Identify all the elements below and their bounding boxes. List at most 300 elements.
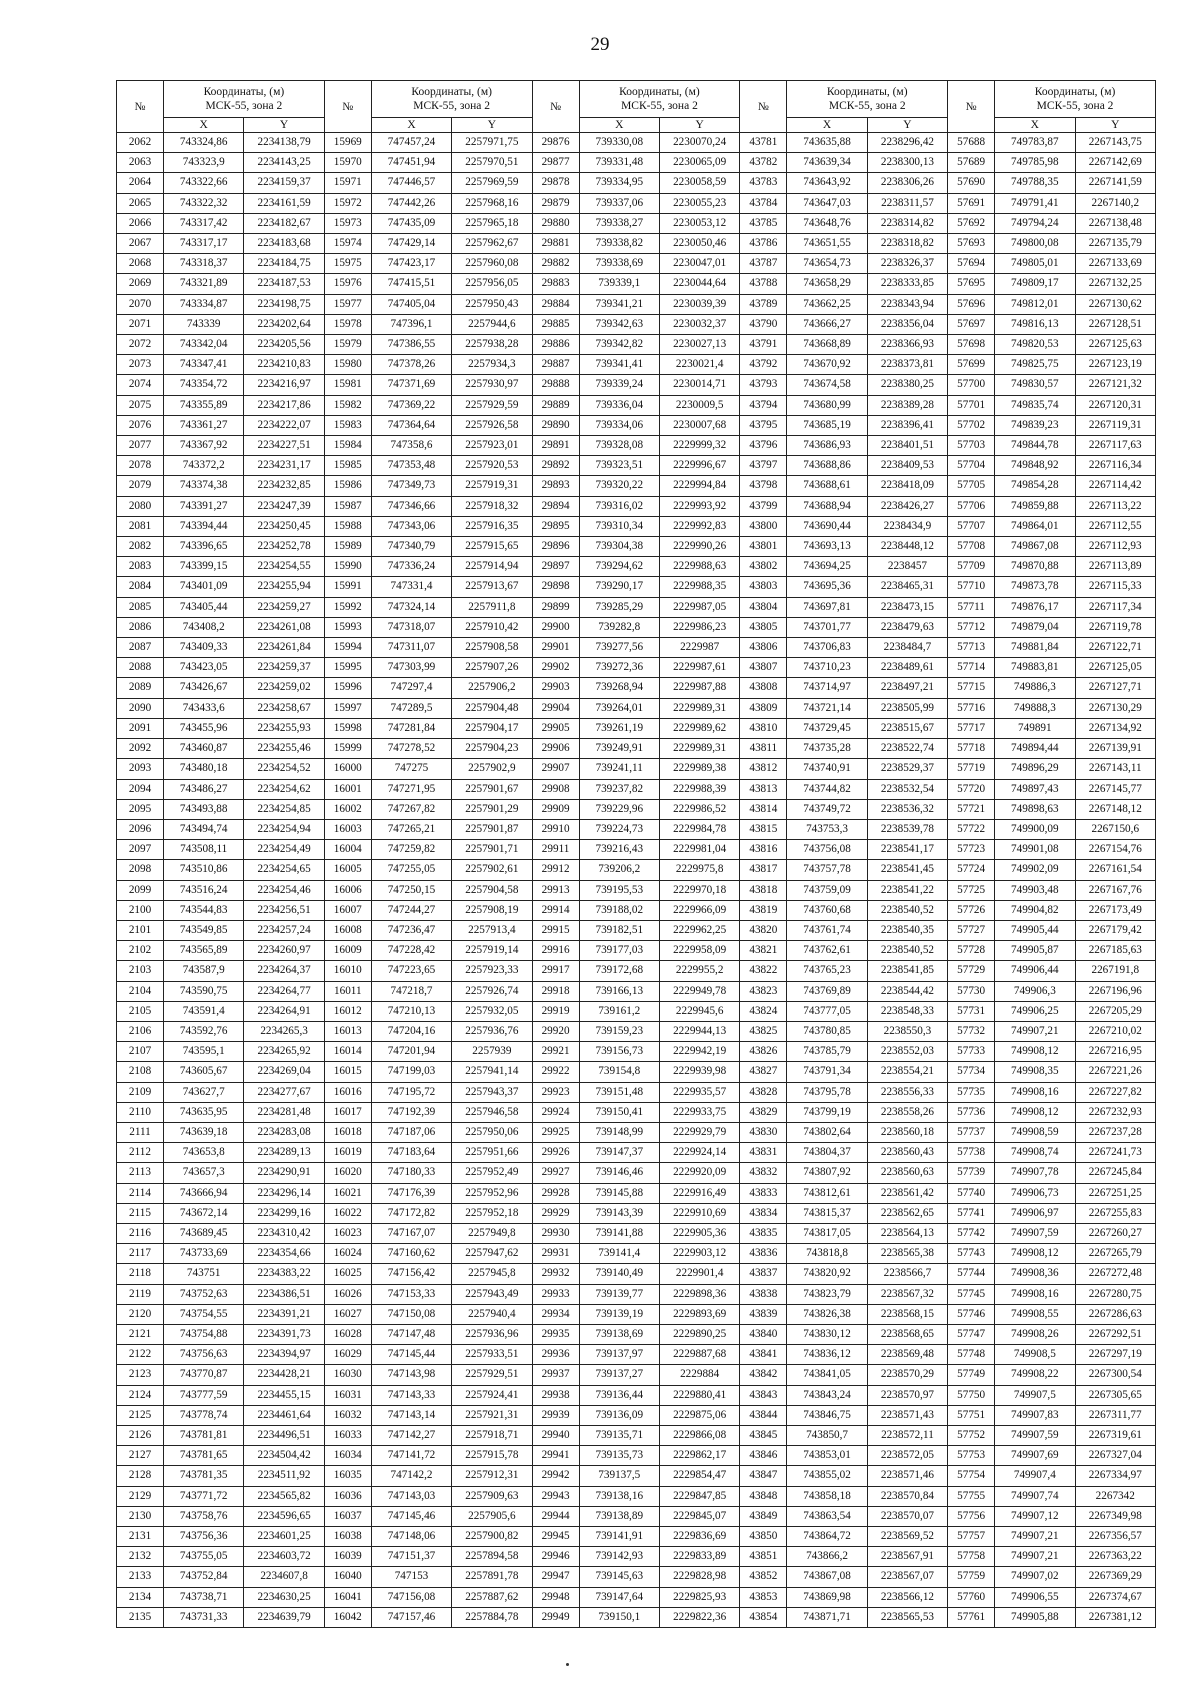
point-number: 29928 <box>532 1183 579 1203</box>
point-number: 16019 <box>324 1143 371 1163</box>
x-coordinate: 739177,03 <box>579 941 659 961</box>
point-number: 57726 <box>948 900 995 920</box>
point-number: 43798 <box>740 476 787 496</box>
table-row <box>117 840 1156 860</box>
y-coordinate: 2229945,6 <box>659 1001 739 1021</box>
point-number: 29930 <box>532 1223 579 1243</box>
x-coordinate: 739277,56 <box>579 638 659 658</box>
y-coordinate: 2229884 <box>659 1365 739 1385</box>
y-coordinate: 2267265,79 <box>1075 1244 1155 1264</box>
point-number: 57704 <box>948 456 995 476</box>
y-coordinate: 2257920,53 <box>452 456 532 476</box>
y-coordinate: 2257970,51 <box>452 153 532 173</box>
point-number: 29921 <box>532 1042 579 1062</box>
x-coordinate: 747318,07 <box>371 617 451 637</box>
y-coordinate: 2267150,6 <box>1075 819 1155 839</box>
point-number: 16028 <box>324 1324 371 1344</box>
x-coordinate: 743733,69 <box>164 1244 244 1264</box>
x-coordinate: 739138,16 <box>579 1486 659 1506</box>
y-coordinate: 2257943,49 <box>452 1284 532 1304</box>
y-coordinate: 2257901,71 <box>452 840 532 860</box>
point-number: 2122 <box>117 1345 164 1365</box>
table-row <box>117 1223 1156 1243</box>
point-number: 57707 <box>948 516 995 536</box>
x-coordinate: 743695,36 <box>787 577 867 597</box>
y-coordinate: 2229893,69 <box>659 1304 739 1324</box>
y-coordinate: 2238550,3 <box>867 1021 947 1041</box>
y-coordinate: 2267139,91 <box>1075 739 1155 759</box>
table-row <box>117 1466 1156 1486</box>
y-coordinate: 2238541,45 <box>867 860 947 880</box>
point-number: 16002 <box>324 799 371 819</box>
x-coordinate: 747353,48 <box>371 456 451 476</box>
x-coordinate: 749906,25 <box>995 1001 1075 1021</box>
point-number: 2087 <box>117 638 164 658</box>
x-coordinate: 747143,33 <box>371 1385 451 1405</box>
y-coordinate: 2234596,65 <box>244 1506 324 1526</box>
y-coordinate: 2257929,59 <box>452 395 532 415</box>
point-number: 43818 <box>740 880 787 900</box>
table-row <box>117 1284 1156 1304</box>
point-number: 15974 <box>324 234 371 254</box>
y-coordinate: 2234383,22 <box>244 1264 324 1284</box>
point-number: 16023 <box>324 1223 371 1243</box>
y-coordinate: 2230065,09 <box>659 153 739 173</box>
point-number: 15972 <box>324 193 371 213</box>
y-coordinate: 2238373,81 <box>867 355 947 375</box>
x-coordinate: 749876,17 <box>995 597 1075 617</box>
x-coordinate: 749901,08 <box>995 840 1075 860</box>
x-coordinate: 743361,27 <box>164 415 244 435</box>
y-coordinate: 2238560,43 <box>867 1143 947 1163</box>
point-number: 57699 <box>948 355 995 375</box>
x-coordinate: 739241,11 <box>579 759 659 779</box>
x-coordinate: 743756,36 <box>164 1527 244 1547</box>
point-number: 2083 <box>117 557 164 577</box>
y-coordinate: 2267112,93 <box>1075 537 1155 557</box>
table-row <box>117 1426 1156 1446</box>
point-number: 43822 <box>740 961 787 981</box>
point-number: 57734 <box>948 1062 995 1082</box>
point-number: 2080 <box>117 496 164 516</box>
point-number: 15994 <box>324 638 371 658</box>
y-coordinate: 2267130,29 <box>1075 698 1155 718</box>
y-coordinate: 2238570,97 <box>867 1385 947 1405</box>
y-coordinate: 2238539,78 <box>867 819 947 839</box>
x-coordinate: 743654,73 <box>787 254 867 274</box>
x-coordinate: 743409,33 <box>164 638 244 658</box>
y-coordinate: 2234143,25 <box>244 153 324 173</box>
y-coordinate: 2229989,31 <box>659 739 739 759</box>
x-coordinate: 747364,64 <box>371 415 451 435</box>
y-coordinate: 2267117,63 <box>1075 436 1155 456</box>
point-number: 29929 <box>532 1203 579 1223</box>
point-number: 57743 <box>948 1244 995 1264</box>
x-coordinate: 749907,83 <box>995 1405 1075 1425</box>
table-row <box>117 193 1156 213</box>
y-coordinate: 2234281,48 <box>244 1102 324 1122</box>
table-row <box>117 819 1156 839</box>
table-row <box>117 981 1156 1001</box>
point-number: 43830 <box>740 1122 787 1142</box>
x-coordinate: 749906,44 <box>995 961 1075 981</box>
y-coordinate: 2234217,86 <box>244 395 324 415</box>
table-body <box>117 133 1156 1628</box>
x-coordinate: 739141,88 <box>579 1223 659 1243</box>
point-number: 16020 <box>324 1163 371 1183</box>
y-coordinate: 2267154,76 <box>1075 840 1155 860</box>
point-number: 15995 <box>324 658 371 678</box>
x-coordinate: 739166,13 <box>579 981 659 1001</box>
y-coordinate: 2234299,16 <box>244 1203 324 1223</box>
x-coordinate: 749896,29 <box>995 759 1075 779</box>
x-coordinate: 747157,46 <box>371 1607 451 1627</box>
x-coordinate: 747244,27 <box>371 900 451 920</box>
y-coordinate: 2229984,78 <box>659 819 739 839</box>
y-coordinate: 2234496,51 <box>244 1426 324 1446</box>
y-coordinate: 2238562,65 <box>867 1203 947 1223</box>
point-number: 29915 <box>532 920 579 940</box>
y-coordinate: 2257950,06 <box>452 1122 532 1142</box>
x-coordinate: 739224,73 <box>579 819 659 839</box>
y-coordinate: 2267125,63 <box>1075 335 1155 355</box>
y-coordinate: 2234231,17 <box>244 456 324 476</box>
y-coordinate: 2257933,51 <box>452 1345 532 1365</box>
point-number: 57710 <box>948 577 995 597</box>
y-coordinate: 2229994,84 <box>659 476 739 496</box>
y-coordinate: 2230050,46 <box>659 234 739 254</box>
x-coordinate: 749906,55 <box>995 1587 1075 1607</box>
y-coordinate: 2267125,05 <box>1075 658 1155 678</box>
y-coordinate: 2267173,49 <box>1075 900 1155 920</box>
y-coordinate: 2234254,94 <box>244 819 324 839</box>
x-coordinate: 743324,86 <box>164 133 244 153</box>
y-coordinate: 2257924,41 <box>452 1385 532 1405</box>
x-coordinate: 739339,24 <box>579 375 659 395</box>
point-number: 43790 <box>740 314 787 334</box>
x-coordinate: 739145,88 <box>579 1183 659 1203</box>
x-coordinate: 743836,12 <box>787 1345 867 1365</box>
y-coordinate: 2234265,92 <box>244 1042 324 1062</box>
point-number: 43792 <box>740 355 787 375</box>
point-number: 43841 <box>740 1345 787 1365</box>
point-number: 2127 <box>117 1446 164 1466</box>
point-number: 43811 <box>740 739 787 759</box>
x-coordinate: 749907,74 <box>995 1486 1075 1506</box>
point-number: 43832 <box>740 1163 787 1183</box>
point-number: 43825 <box>740 1021 787 1041</box>
y-coordinate: 2234210,83 <box>244 355 324 375</box>
point-number: 43813 <box>740 779 787 799</box>
point-number: 29911 <box>532 840 579 860</box>
point-number: 43800 <box>740 516 787 536</box>
y-coordinate: 2229949,78 <box>659 981 739 1001</box>
y-coordinate: 2267132,25 <box>1075 274 1155 294</box>
x-coordinate: 749859,88 <box>995 496 1075 516</box>
x-coordinate: 747156,42 <box>371 1264 451 1284</box>
y-coordinate: 2267116,34 <box>1075 456 1155 476</box>
x-coordinate: 743480,18 <box>164 759 244 779</box>
point-number: 57700 <box>948 375 995 395</box>
point-number: 43850 <box>740 1527 787 1547</box>
y-header: Y <box>1075 118 1155 133</box>
point-number: 2115 <box>117 1203 164 1223</box>
y-coordinate: 2234202,64 <box>244 314 324 334</box>
x-coordinate: 747303,99 <box>371 658 451 678</box>
point-number: 2089 <box>117 678 164 698</box>
y-coordinate: 2267130,62 <box>1075 294 1155 314</box>
x-coordinate: 747204,16 <box>371 1021 451 1041</box>
point-number: 16001 <box>324 779 371 799</box>
point-number: 2099 <box>117 880 164 900</box>
point-number: 2108 <box>117 1062 164 1082</box>
y-coordinate: 2238570,84 <box>867 1486 947 1506</box>
point-number: 43849 <box>740 1506 787 1526</box>
point-number: 29918 <box>532 981 579 1001</box>
x-coordinate: 747142,27 <box>371 1426 451 1446</box>
point-number: 57735 <box>948 1082 995 1102</box>
table-row <box>117 1021 1156 1041</box>
point-number: 2121 <box>117 1324 164 1344</box>
y-coordinate: 2238565,38 <box>867 1244 947 1264</box>
x-coordinate: 743662,25 <box>787 294 867 314</box>
point-number: 57747 <box>948 1324 995 1344</box>
y-coordinate: 2257901,87 <box>452 819 532 839</box>
point-number: 29896 <box>532 537 579 557</box>
point-number: 57720 <box>948 779 995 799</box>
point-number: 57740 <box>948 1183 995 1203</box>
x-coordinate: 749900,09 <box>995 819 1075 839</box>
point-number: 29878 <box>532 173 579 193</box>
point-number: 2114 <box>117 1183 164 1203</box>
x-coordinate: 743867,08 <box>787 1567 867 1587</box>
y-coordinate: 2267319,61 <box>1075 1426 1155 1446</box>
y-coordinate: 2238564,13 <box>867 1223 947 1243</box>
y-coordinate: 2267140,2 <box>1075 193 1155 213</box>
x-coordinate: 747223,65 <box>371 961 451 981</box>
x-coordinate: 743869,98 <box>787 1587 867 1607</box>
y-coordinate: 2238418,09 <box>867 476 947 496</box>
point-number: 2082 <box>117 537 164 557</box>
y-coordinate: 2267119,31 <box>1075 415 1155 435</box>
y-coordinate: 2234511,92 <box>244 1466 324 1486</box>
point-number: 43795 <box>740 415 787 435</box>
y-coordinate: 2267143,75 <box>1075 133 1155 153</box>
x-coordinate: 743858,18 <box>787 1486 867 1506</box>
point-number: 29901 <box>532 638 579 658</box>
point-number: 57759 <box>948 1567 995 1587</box>
x-coordinate: 747236,47 <box>371 920 451 940</box>
y-coordinate: 2257926,58 <box>452 415 532 435</box>
y-coordinate: 2267311,77 <box>1075 1405 1155 1425</box>
point-number: 16026 <box>324 1284 371 1304</box>
y-coordinate: 2257912,31 <box>452 1466 532 1486</box>
y-coordinate: 2238532,54 <box>867 779 947 799</box>
point-number: 29916 <box>532 941 579 961</box>
x-coordinate: 747369,22 <box>371 395 451 415</box>
stray-dot-mark <box>566 1663 569 1666</box>
point-number: 2095 <box>117 799 164 819</box>
y-coordinate: 2257923,33 <box>452 961 532 981</box>
y-coordinate: 2238567,91 <box>867 1547 947 1567</box>
point-number: 2086 <box>117 617 164 637</box>
point-number: 29923 <box>532 1082 579 1102</box>
point-number: 57713 <box>948 638 995 658</box>
point-number: 15982 <box>324 395 371 415</box>
y-coordinate: 2234603,72 <box>244 1547 324 1567</box>
y-coordinate: 2238536,32 <box>867 799 947 819</box>
x-coordinate: 739140,49 <box>579 1264 659 1284</box>
point-number: 2081 <box>117 516 164 536</box>
point-number: 29935 <box>532 1324 579 1344</box>
point-number: 2075 <box>117 395 164 415</box>
x-coordinate: 739138,69 <box>579 1324 659 1344</box>
x-coordinate: 747267,82 <box>371 799 451 819</box>
table-row <box>117 456 1156 476</box>
x-coordinate: 747255,05 <box>371 860 451 880</box>
y-coordinate: 2257923,01 <box>452 436 532 456</box>
x-coordinate: 747340,79 <box>371 537 451 557</box>
point-number: 2109 <box>117 1082 164 1102</box>
point-number: 29889 <box>532 395 579 415</box>
x-coordinate: 747289,5 <box>371 698 451 718</box>
table-header <box>117 81 1156 133</box>
y-coordinate: 2257962,67 <box>452 234 532 254</box>
point-number: 29919 <box>532 1001 579 1021</box>
x-coordinate: 739151,48 <box>579 1082 659 1102</box>
point-number: 29893 <box>532 476 579 496</box>
table-row <box>117 799 1156 819</box>
x-coordinate: 749908,35 <box>995 1062 1075 1082</box>
point-number: 2074 <box>117 375 164 395</box>
y-coordinate: 2229890,25 <box>659 1324 739 1344</box>
x-coordinate: 743781,81 <box>164 1426 244 1446</box>
y-coordinate: 2257901,67 <box>452 779 532 799</box>
point-number: 57693 <box>948 234 995 254</box>
x-coordinate: 747423,17 <box>371 254 451 274</box>
x-coordinate: 743744,82 <box>787 779 867 799</box>
y-coordinate: 2267113,22 <box>1075 496 1155 516</box>
table-row <box>117 1244 1156 1264</box>
x-coordinate: 749907,5 <box>995 1385 1075 1405</box>
y-coordinate: 2229990,26 <box>659 537 739 557</box>
x-coordinate: 747446,57 <box>371 173 451 193</box>
y-coordinate: 2234254,55 <box>244 557 324 577</box>
x-coordinate: 747143,03 <box>371 1486 451 1506</box>
x-coordinate: 743866,2 <box>787 1547 867 1567</box>
x-coordinate: 743807,92 <box>787 1163 867 1183</box>
point-number: 2112 <box>117 1143 164 1163</box>
y-coordinate: 2267227,82 <box>1075 1082 1155 1102</box>
y-coordinate: 2234277,67 <box>244 1082 324 1102</box>
y-coordinate: 2234252,78 <box>244 537 324 557</box>
point-number: 2071 <box>117 314 164 334</box>
x-coordinate: 739339,1 <box>579 274 659 294</box>
point-number-header: № <box>324 81 371 133</box>
x-coordinate: 743648,76 <box>787 213 867 233</box>
x-coordinate: 747371,69 <box>371 375 451 395</box>
point-number: 43838 <box>740 1284 787 1304</box>
x-coordinate: 739206,2 <box>579 860 659 880</box>
x-coordinate: 743685,19 <box>787 415 867 435</box>
x-coordinate: 749908,26 <box>995 1324 1075 1344</box>
point-number: 2130 <box>117 1506 164 1526</box>
x-coordinate: 743758,76 <box>164 1506 244 1526</box>
y-coordinate: 2234394,97 <box>244 1345 324 1365</box>
x-coordinate: 739341,21 <box>579 294 659 314</box>
point-number: 15971 <box>324 173 371 193</box>
y-coordinate: 2257914,94 <box>452 557 532 577</box>
point-number: 2066 <box>117 213 164 233</box>
point-number: 57727 <box>948 920 995 940</box>
point-number: 43821 <box>740 941 787 961</box>
y-coordinate: 2234428,21 <box>244 1365 324 1385</box>
x-coordinate: 743455,96 <box>164 718 244 738</box>
point-number: 15996 <box>324 678 371 698</box>
point-number: 2101 <box>117 920 164 940</box>
y-coordinate: 2234639,79 <box>244 1607 324 1627</box>
x-coordinate: 749870,88 <box>995 557 1075 577</box>
point-number: 57714 <box>948 658 995 678</box>
point-number: 15990 <box>324 557 371 577</box>
y-coordinate: 2238473,15 <box>867 597 947 617</box>
x-coordinate: 743647,03 <box>787 193 867 213</box>
y-coordinate: 2267251,25 <box>1075 1183 1155 1203</box>
y-coordinate: 2229905,36 <box>659 1223 739 1243</box>
y-coordinate: 2238380,25 <box>867 375 947 395</box>
x-coordinate: 743820,92 <box>787 1264 867 1284</box>
point-number: 43852 <box>740 1567 787 1587</box>
x-coordinate: 747167,07 <box>371 1223 451 1243</box>
y-coordinate: 2267286,63 <box>1075 1304 1155 1324</box>
point-number: 57753 <box>948 1446 995 1466</box>
x-coordinate: 739336,04 <box>579 395 659 415</box>
x-coordinate: 747147,48 <box>371 1324 451 1344</box>
x-coordinate: 743374,38 <box>164 476 244 496</box>
y-coordinate: 2229999,32 <box>659 436 739 456</box>
y-coordinate: 2257904,58 <box>452 880 532 900</box>
point-number: 57698 <box>948 335 995 355</box>
x-coordinate: 749816,13 <box>995 314 1075 334</box>
x-coordinate: 747145,46 <box>371 1506 451 1526</box>
point-number: 43820 <box>740 920 787 940</box>
point-number: 29946 <box>532 1547 579 1567</box>
x-coordinate: 743657,3 <box>164 1163 244 1183</box>
table-row <box>117 718 1156 738</box>
x-coordinate: 747451,94 <box>371 153 451 173</box>
x-coordinate: 743817,05 <box>787 1223 867 1243</box>
point-number: 16015 <box>324 1062 371 1082</box>
y-coordinate: 2229993,92 <box>659 496 739 516</box>
point-number: 16014 <box>324 1042 371 1062</box>
x-coordinate: 739147,37 <box>579 1143 659 1163</box>
y-coordinate: 2238311,57 <box>867 193 947 213</box>
x-coordinate: 747141,72 <box>371 1446 451 1466</box>
x-coordinate: 743643,92 <box>787 173 867 193</box>
y-coordinate: 2234184,75 <box>244 254 324 274</box>
x-coordinate: 743658,29 <box>787 274 867 294</box>
x-coordinate: 747331,4 <box>371 577 451 597</box>
x-coordinate: 743714,97 <box>787 678 867 698</box>
y-coordinate: 2234216,97 <box>244 375 324 395</box>
y-coordinate: 2267374,67 <box>1075 1587 1155 1607</box>
x-coordinate: 743754,88 <box>164 1324 244 1344</box>
table-row <box>117 294 1156 314</box>
point-number: 57689 <box>948 153 995 173</box>
x-coordinate: 739145,63 <box>579 1567 659 1587</box>
point-number: 15976 <box>324 274 371 294</box>
x-coordinate: 739143,39 <box>579 1203 659 1223</box>
